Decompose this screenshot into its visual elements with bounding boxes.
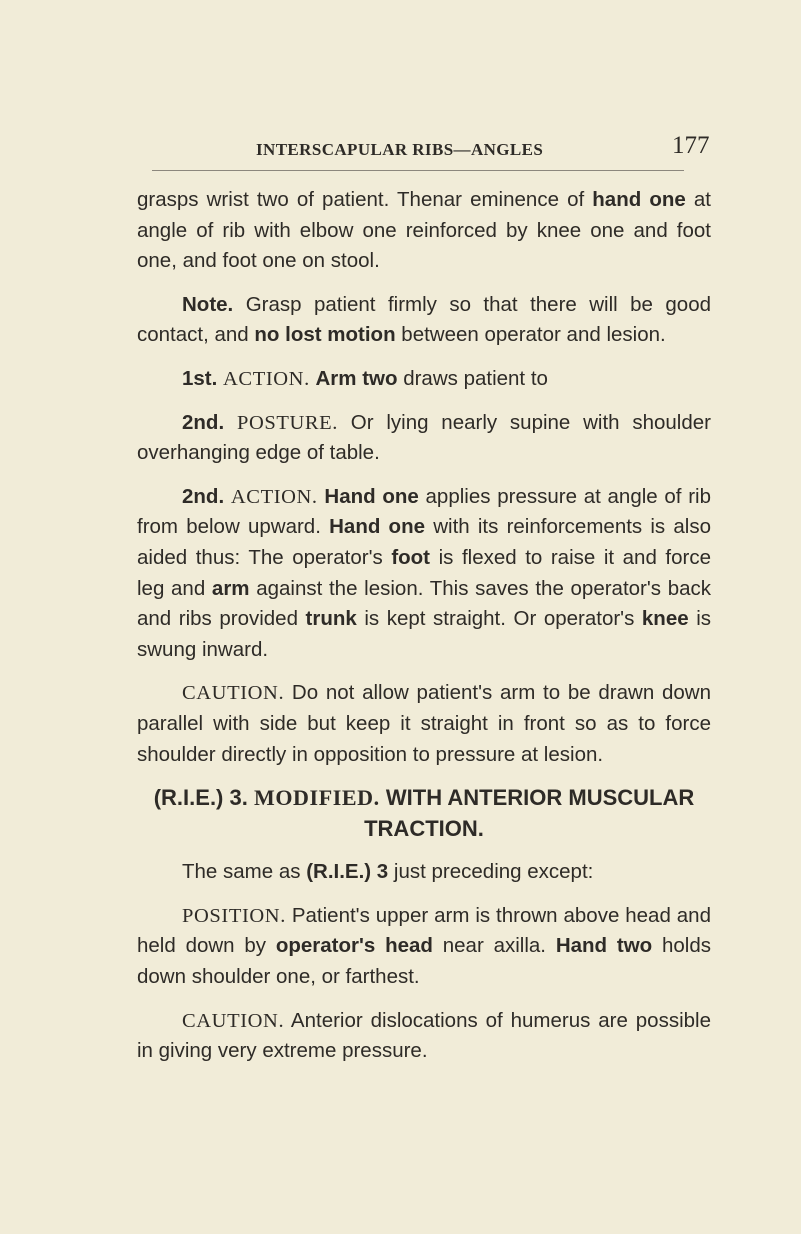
text-run: is swung inward. [137, 607, 712, 661]
paragraph [137, 290, 711, 351]
paragraph [137, 408, 711, 469]
text-run: POSITION. [182, 904, 286, 927]
text-run: Hand two [555, 934, 653, 958]
text-run [224, 485, 231, 508]
text-run: between operator and lesion. [395, 323, 666, 347]
text-run: draws patient to [397, 366, 548, 390]
page-number: 177 [672, 132, 710, 159]
text-run: (R.I.E.) 3 [306, 860, 389, 884]
text-run: 2nd. [182, 410, 225, 434]
text-run: holds down shoulder one, or farthest. [137, 934, 711, 989]
paragraph [137, 364, 711, 395]
text-run: trunk [305, 607, 357, 631]
text-run: Grasp patient firmly so that there will be good contact, and [137, 292, 711, 347]
header-rule [152, 170, 684, 171]
text-run [224, 411, 237, 434]
text-run: Anterior dislocations of humerus are possible in giving very extreme pressure. [137, 1008, 711, 1063]
text-run: applies pressure at angle of rib from below upward. [137, 484, 711, 539]
paragraph [137, 857, 711, 888]
running-head: INTERSCAPULAR RIBS—ANGLES [256, 140, 544, 159]
text-run: knee [641, 607, 689, 631]
paragraph [137, 482, 711, 666]
text-run: MODIFIED. [253, 785, 380, 811]
paragraph [137, 678, 711, 770]
text-run: hand [592, 188, 642, 211]
body-text [137, 185, 711, 1080]
text-run: against the lesion. This saves the operator's back and ribs provided [137, 576, 712, 631]
text-run: grasps wrist two of patient. Thenar eminence of [137, 188, 593, 211]
text-run: is flexed to raise it and force leg and [137, 545, 711, 600]
section-heading [137, 783, 711, 844]
text-run: CAUTION. [182, 682, 285, 705]
text-run: Patient's upper arm is thrown above head and held down by [137, 903, 711, 958]
text-run: The same as [182, 860, 307, 884]
text-run: operator's head [275, 934, 433, 958]
text-run: is kept straight. Or operator's [356, 607, 642, 631]
text-run: foot [391, 545, 431, 569]
text-run: 1st. [182, 366, 218, 390]
text-run: WITH ANTERIOR MUSCULAR TRACTION. [364, 785, 695, 841]
text-run: CAUTION. [182, 1009, 285, 1032]
text-run: with its reinforcements is also aided thus: The operator's [137, 515, 711, 569]
text-run: ACTION. [223, 367, 310, 390]
paragraph [137, 185, 711, 277]
text-run: 2nd. [182, 484, 225, 508]
text-run: POSTURE. [236, 411, 339, 434]
text-run: ACTION. [230, 485, 318, 508]
text-run: one [649, 188, 686, 211]
text-run: Or lying nearly supine with shoulder overhanging edge of table. [137, 410, 711, 465]
text-run: near axilla. [432, 934, 556, 958]
text-run: at angle of rib with elbow one reinforced by knee one and foot one, and foot one on stool. [137, 188, 711, 273]
text-run: just preceding except: [388, 860, 594, 884]
text-run: Arm two [315, 366, 398, 390]
text-run: Do not allow patient's arm to be drawn down parallel with side but keep it straight in front so as to force shoulder directly in opposition to pressure at lesion. [137, 681, 711, 766]
text-run: (R.I.E.) 3. [153, 785, 254, 811]
paragraph [137, 901, 711, 993]
paragraph [137, 1006, 711, 1067]
text-run: Hand one [324, 484, 419, 508]
text-run: Hand one [329, 515, 426, 539]
text-run: arm [211, 576, 250, 600]
text-run: no lost motion [254, 323, 396, 347]
text-run: Note. [182, 292, 234, 316]
